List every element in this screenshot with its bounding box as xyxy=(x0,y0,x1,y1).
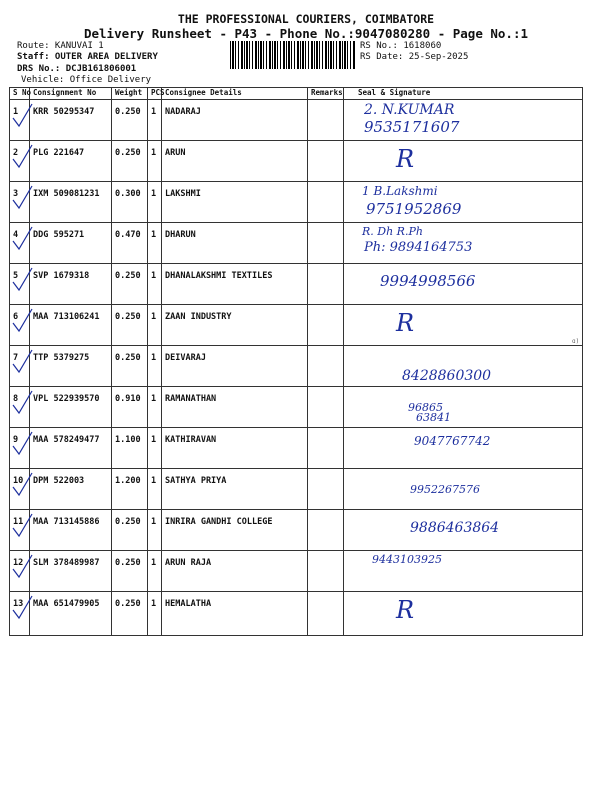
tick-mark-icon xyxy=(10,223,34,253)
table-row xyxy=(10,223,583,264)
cell-consignment-no: PLG 221647 xyxy=(30,141,112,182)
delivery-table xyxy=(9,87,583,636)
cell-remarks xyxy=(308,141,344,182)
handwritten-signature: 9047767742 xyxy=(414,434,491,448)
cell-pcs: 1 xyxy=(148,510,162,551)
cell-consignment-no: DDG 595271 xyxy=(30,223,112,264)
cell-signature xyxy=(344,223,583,264)
cell-pcs: 1 xyxy=(148,387,162,428)
staff-text: Staff: OUTER AREA DELIVERY xyxy=(17,52,158,62)
handwritten-signature: 9751952869 xyxy=(366,200,462,218)
table-row xyxy=(10,510,583,551)
cell-weight: 0.910 xyxy=(112,387,148,428)
table-row xyxy=(10,346,583,387)
cell-weight: 0.250 xyxy=(112,346,148,387)
handwritten-signature: 63841 xyxy=(416,411,451,424)
cell-consignment-no: KRR 50295347 xyxy=(30,100,112,141)
handwritten-signature: 8428860300 xyxy=(402,368,492,384)
table-row xyxy=(10,141,583,182)
cell-sno: 5 xyxy=(10,264,30,305)
handwritten-signature: 9443103925 xyxy=(372,553,442,566)
cell-remarks xyxy=(308,469,344,510)
cell-signature xyxy=(344,469,583,510)
cell-consignee: RAMANATHAN xyxy=(162,387,308,428)
handwritten-signature: R. Dh R.Ph xyxy=(362,225,423,238)
cell-signature xyxy=(344,428,583,469)
handwritten-signature: 2. N.KUMAR xyxy=(364,102,455,118)
cell-remarks xyxy=(308,428,344,469)
cell-remarks xyxy=(308,387,344,428)
header-sno: S No xyxy=(10,88,30,100)
cell-sno: 1 xyxy=(10,100,30,141)
handwritten-signature: Ph: 9894164753 xyxy=(364,240,473,255)
table-header-row xyxy=(10,88,583,100)
cell-sno: 12 xyxy=(10,551,30,592)
cell-sno: 8 xyxy=(10,387,30,428)
cell-sno: 13 xyxy=(10,592,30,636)
cell-consignee: SATHYA PRIYA xyxy=(162,469,308,510)
cell-pcs: 1 xyxy=(148,428,162,469)
cell-weight: 0.250 xyxy=(112,264,148,305)
tick-mark-icon xyxy=(10,469,34,499)
cell-remarks xyxy=(308,223,344,264)
handwritten-signature: R xyxy=(396,145,415,173)
cell-pcs: 1 xyxy=(148,223,162,264)
vehicle-text: Vehicle: Office Delivery xyxy=(21,75,152,85)
cell-signature xyxy=(344,346,583,387)
tick-mark-icon xyxy=(10,182,34,212)
handwritten-signature: 9994998566 xyxy=(380,272,476,290)
table-row xyxy=(10,305,583,346)
handwritten-signature: 1 B.Lakshmi xyxy=(362,184,438,198)
cell-pcs: 1 xyxy=(148,592,162,636)
barcode xyxy=(230,41,356,69)
cell-consignment-no: IXM 509081231 xyxy=(30,182,112,223)
table-row xyxy=(10,428,583,469)
table-row xyxy=(10,264,583,305)
tick-mark-icon xyxy=(10,428,34,458)
cell-consignee: LAKSHMI xyxy=(162,182,308,223)
handwritten-signature: R xyxy=(396,309,415,337)
cell-signature xyxy=(344,592,583,636)
cell-pcs: 1 xyxy=(148,346,162,387)
table-row xyxy=(10,387,583,428)
cell-remarks xyxy=(308,100,344,141)
cell-signature xyxy=(344,510,583,551)
cell-weight: 0.250 xyxy=(112,305,148,346)
cell-consignment-no: MAA 651479905 xyxy=(30,592,112,636)
table-row xyxy=(10,551,583,592)
cell-weight: 0.250 xyxy=(112,551,148,592)
cell-consignment-no: VPL 522939570 xyxy=(30,387,112,428)
cell-weight: 0.300 xyxy=(112,182,148,223)
cell-weight: 0.250 xyxy=(112,592,148,636)
cell-weight: 1.200 xyxy=(112,469,148,510)
cell-signature xyxy=(344,264,583,305)
cell-remarks xyxy=(308,510,344,551)
cell-weight: 1.100 xyxy=(112,428,148,469)
tick-mark-icon xyxy=(10,346,34,376)
cell-sno: 3 xyxy=(10,182,30,223)
tick-mark-icon xyxy=(10,551,34,581)
cell-consignment-no: MAA 578249477 xyxy=(30,428,112,469)
cell-signature xyxy=(344,387,583,428)
cell-remarks xyxy=(308,305,344,346)
cell-consignee: ARUN xyxy=(162,141,308,182)
cell-remarks xyxy=(308,551,344,592)
table-row xyxy=(10,182,583,223)
cell-remarks xyxy=(308,592,344,636)
cell-pcs: 1 xyxy=(148,305,162,346)
cell-consignment-no: TTP 5379275 xyxy=(30,346,112,387)
cell-consignee: NADARAJ xyxy=(162,100,308,141)
cell-remarks xyxy=(308,346,344,387)
route-text: Route: KANUVAI 1 xyxy=(17,41,104,51)
cell-consignee: DHANALAKSHMI TEXTILES xyxy=(162,264,308,305)
drs-number: DRS No.: DCJB161806001 xyxy=(17,64,137,74)
cell-weight: 0.250 xyxy=(112,141,148,182)
cell-signature xyxy=(344,551,583,592)
handwritten-signature: 9886463864 xyxy=(410,520,500,536)
header-consignment: Consignment No xyxy=(30,88,112,100)
cell-sno: 11 xyxy=(10,510,30,551)
cell-sno: 10 xyxy=(10,469,30,510)
cell-pcs: 1 xyxy=(148,551,162,592)
header-remarks: Remarks xyxy=(308,88,344,100)
cell-remarks xyxy=(308,264,344,305)
tick-mark-icon xyxy=(10,510,34,540)
company-title: THE PROFESSIONAL COURIERS, COIMBATORE xyxy=(177,12,435,26)
header-consignee: Consignee Details xyxy=(162,88,308,100)
tick-mark-icon xyxy=(10,100,34,130)
cell-consignee: ARUN RAJA xyxy=(162,551,308,592)
cell-signature xyxy=(344,100,583,141)
cell-sno: 9 xyxy=(10,428,30,469)
tick-mark-icon xyxy=(10,592,34,622)
rs-date: RS Date: 25-Sep-2025 xyxy=(360,52,469,62)
runsheet-subtitle: Delivery Runsheet - P43 - Phone No.:9047080280 - Page No.:1 xyxy=(83,26,528,41)
header-pcs: PCS xyxy=(148,88,162,100)
handwritten-signature: 9952267576 xyxy=(410,483,480,496)
corner-mark: ɑ) xyxy=(572,338,580,345)
cell-weight: 0.470 xyxy=(112,223,148,264)
cell-pcs: 1 xyxy=(148,469,162,510)
cell-consignee: HEMALATHA xyxy=(162,592,308,636)
table-row xyxy=(10,100,583,141)
cell-consignee: DHARUN xyxy=(162,223,308,264)
cell-consignment-no: SVP 1679318 xyxy=(30,264,112,305)
cell-sno: 2 xyxy=(10,141,30,182)
cell-sno: 7 xyxy=(10,346,30,387)
cell-consignee: DEIVARAJ xyxy=(162,346,308,387)
handwritten-signature: 9535171607 xyxy=(364,118,460,136)
handwritten-signature: R xyxy=(396,596,415,624)
cell-consignee: KATHIRAVAN xyxy=(162,428,308,469)
cell-weight: 0.250 xyxy=(112,510,148,551)
cell-pcs: 1 xyxy=(148,100,162,141)
tick-mark-icon xyxy=(10,305,34,335)
cell-consignment-no: MAA 713106241 xyxy=(30,305,112,346)
cell-pcs: 1 xyxy=(148,182,162,223)
cell-signature xyxy=(344,182,583,223)
cell-signature xyxy=(344,141,583,182)
cell-consignment-no: MAA 713145886 xyxy=(30,510,112,551)
tick-mark-icon xyxy=(10,387,34,417)
rs-number: RS No.: 1618060 xyxy=(360,41,442,51)
cell-pcs: 1 xyxy=(148,141,162,182)
cell-consignee: INRIRA GANDHI COLLEGE xyxy=(162,510,308,551)
header-signature: Seal & Signature xyxy=(344,88,583,100)
tick-mark-icon xyxy=(10,264,34,294)
cell-consignment-no: DPM 522003 xyxy=(30,469,112,510)
cell-remarks xyxy=(308,182,344,223)
table-row xyxy=(10,469,583,510)
tick-mark-icon xyxy=(10,141,34,171)
cell-pcs: 1 xyxy=(148,264,162,305)
cell-consignee: ZAAN INDUSTRY xyxy=(162,305,308,346)
cell-consignment-no: SLM 378489987 xyxy=(30,551,112,592)
table-row xyxy=(10,592,583,636)
cell-weight: 0.250 xyxy=(112,100,148,141)
cell-sno: 4 xyxy=(10,223,30,264)
cell-signature xyxy=(344,305,583,346)
header-weight: Weight xyxy=(112,88,148,100)
handwritten-signature: 96865 xyxy=(408,401,443,414)
cell-sno: 6 xyxy=(10,305,30,346)
